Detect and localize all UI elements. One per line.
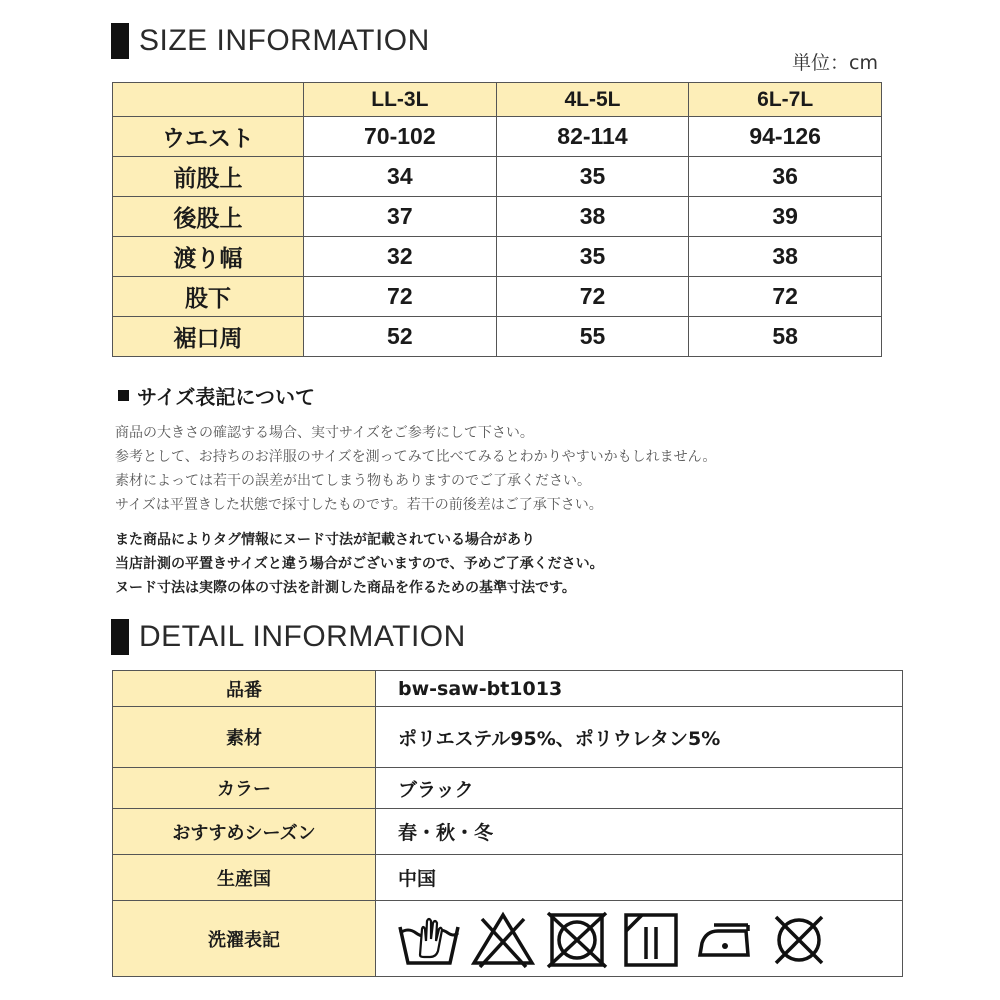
note-bold-line: 当店計測の平置きサイズと違う場合がございますので、予めご了承ください。	[115, 556, 604, 572]
detail-table	[112, 670, 903, 977]
size-value: 72	[496, 277, 689, 317]
size-row-label: 前股上	[113, 157, 304, 197]
size-row-label: 裾口周	[113, 317, 304, 357]
detail-row-color	[113, 768, 903, 809]
size-value: 37	[304, 197, 497, 237]
size-table-corner-cell	[113, 83, 304, 117]
detail-row-label: 生産国	[113, 855, 376, 901]
size-column-header: 6L-7L	[689, 83, 882, 117]
detail-row-origin	[113, 855, 903, 901]
detail-row-product-number	[113, 671, 903, 707]
detail-row-value: bw-saw-bt1013	[376, 671, 903, 707]
detail-row-season	[113, 809, 903, 855]
no-tumble-dry-icon	[544, 909, 610, 969]
size-row-label: ウエスト	[113, 117, 304, 157]
size-row-label: 股下	[113, 277, 304, 317]
size-value: 72	[689, 277, 882, 317]
detail-row-value: 中国	[376, 855, 903, 901]
care-symbols	[396, 909, 902, 969]
line-dry-shade-icon	[618, 909, 684, 969]
size-row-hem	[113, 317, 882, 357]
note-line: サイズは平置きした状態で採寸したものです。若干の前後差はご了承下さい。	[115, 497, 603, 513]
note-bold-line: また商品によりタグ情報にヌード寸法が記載されている場合があり	[115, 532, 535, 548]
size-row-waist	[113, 117, 882, 157]
title-bar-marker	[111, 619, 129, 655]
nude-size-notes	[115, 528, 604, 600]
size-value: 36	[689, 157, 882, 197]
size-value: 58	[689, 317, 882, 357]
size-section-title-text: SIZE INFORMATION	[139, 24, 430, 57]
care-symbols-cell	[376, 901, 903, 977]
hand-wash-icon	[396, 909, 462, 969]
detail-row-label: 洗濯表記	[113, 901, 376, 977]
note-line: 商品の大きさの確認する場合、実寸サイズをご参考にして下さい。	[115, 425, 534, 441]
detail-row-label: カラー	[113, 768, 376, 809]
size-notes-heading-text: サイズ表記について	[137, 385, 315, 409]
no-dry-clean-icon	[766, 909, 832, 969]
detail-row-value: ブラック	[376, 768, 903, 809]
size-table-header-row	[113, 83, 882, 117]
no-bleach-icon	[470, 909, 536, 969]
square-bullet-icon	[118, 390, 129, 401]
unit-label: 単位：cm	[792, 52, 878, 74]
size-value: 52	[304, 317, 497, 357]
size-value: 39	[689, 197, 882, 237]
size-value: 32	[304, 237, 497, 277]
size-value: 82-114	[496, 117, 689, 157]
detail-section-title-text: DETAIL INFORMATION	[139, 620, 466, 653]
size-row-inseam	[113, 277, 882, 317]
title-bar-marker	[111, 23, 129, 59]
note-bold-line: ヌード寸法は実際の体の寸法を計測した商品を作るための基準寸法です。	[115, 580, 576, 596]
size-value: 35	[496, 157, 689, 197]
size-column-header: LL-3L	[304, 83, 497, 117]
note-line: 参考として、お持ちのお洋服のサイズを測ってみて比べてみるとわかりやすいかもしれません。	[115, 449, 717, 465]
detail-row-label: 素材	[113, 707, 376, 768]
size-value: 38	[689, 237, 882, 277]
size-value: 35	[496, 237, 689, 277]
detail-row-material	[113, 707, 903, 768]
size-value: 38	[496, 197, 689, 237]
detail-section-title	[111, 619, 466, 655]
size-row-front-rise	[113, 157, 882, 197]
detail-row-care	[113, 901, 903, 977]
note-line: 素材によっては若干の誤差が出てしまう物もありますのでご了承ください。	[115, 473, 591, 489]
size-value: 72	[304, 277, 497, 317]
size-value: 55	[496, 317, 689, 357]
detail-row-value: 春・秋・冬	[376, 809, 903, 855]
detail-row-value: ポリエステル95%、ポリウレタン5%	[376, 707, 903, 768]
size-section-title	[111, 23, 430, 59]
size-notes-heading	[118, 381, 315, 410]
size-value: 94-126	[689, 117, 882, 157]
detail-row-label: 品番	[113, 671, 376, 707]
size-row-label: 後股上	[113, 197, 304, 237]
size-column-header: 4L-5L	[496, 83, 689, 117]
detail-row-label: おすすめシーズン	[113, 809, 376, 855]
size-notes	[115, 421, 716, 517]
size-table	[112, 82, 882, 357]
size-row-thigh-width	[113, 237, 882, 277]
size-value: 70-102	[304, 117, 497, 157]
size-row-label: 渡り幅	[113, 237, 304, 277]
size-row-back-rise	[113, 197, 882, 237]
iron-low-icon	[692, 909, 758, 969]
size-value: 34	[304, 157, 497, 197]
